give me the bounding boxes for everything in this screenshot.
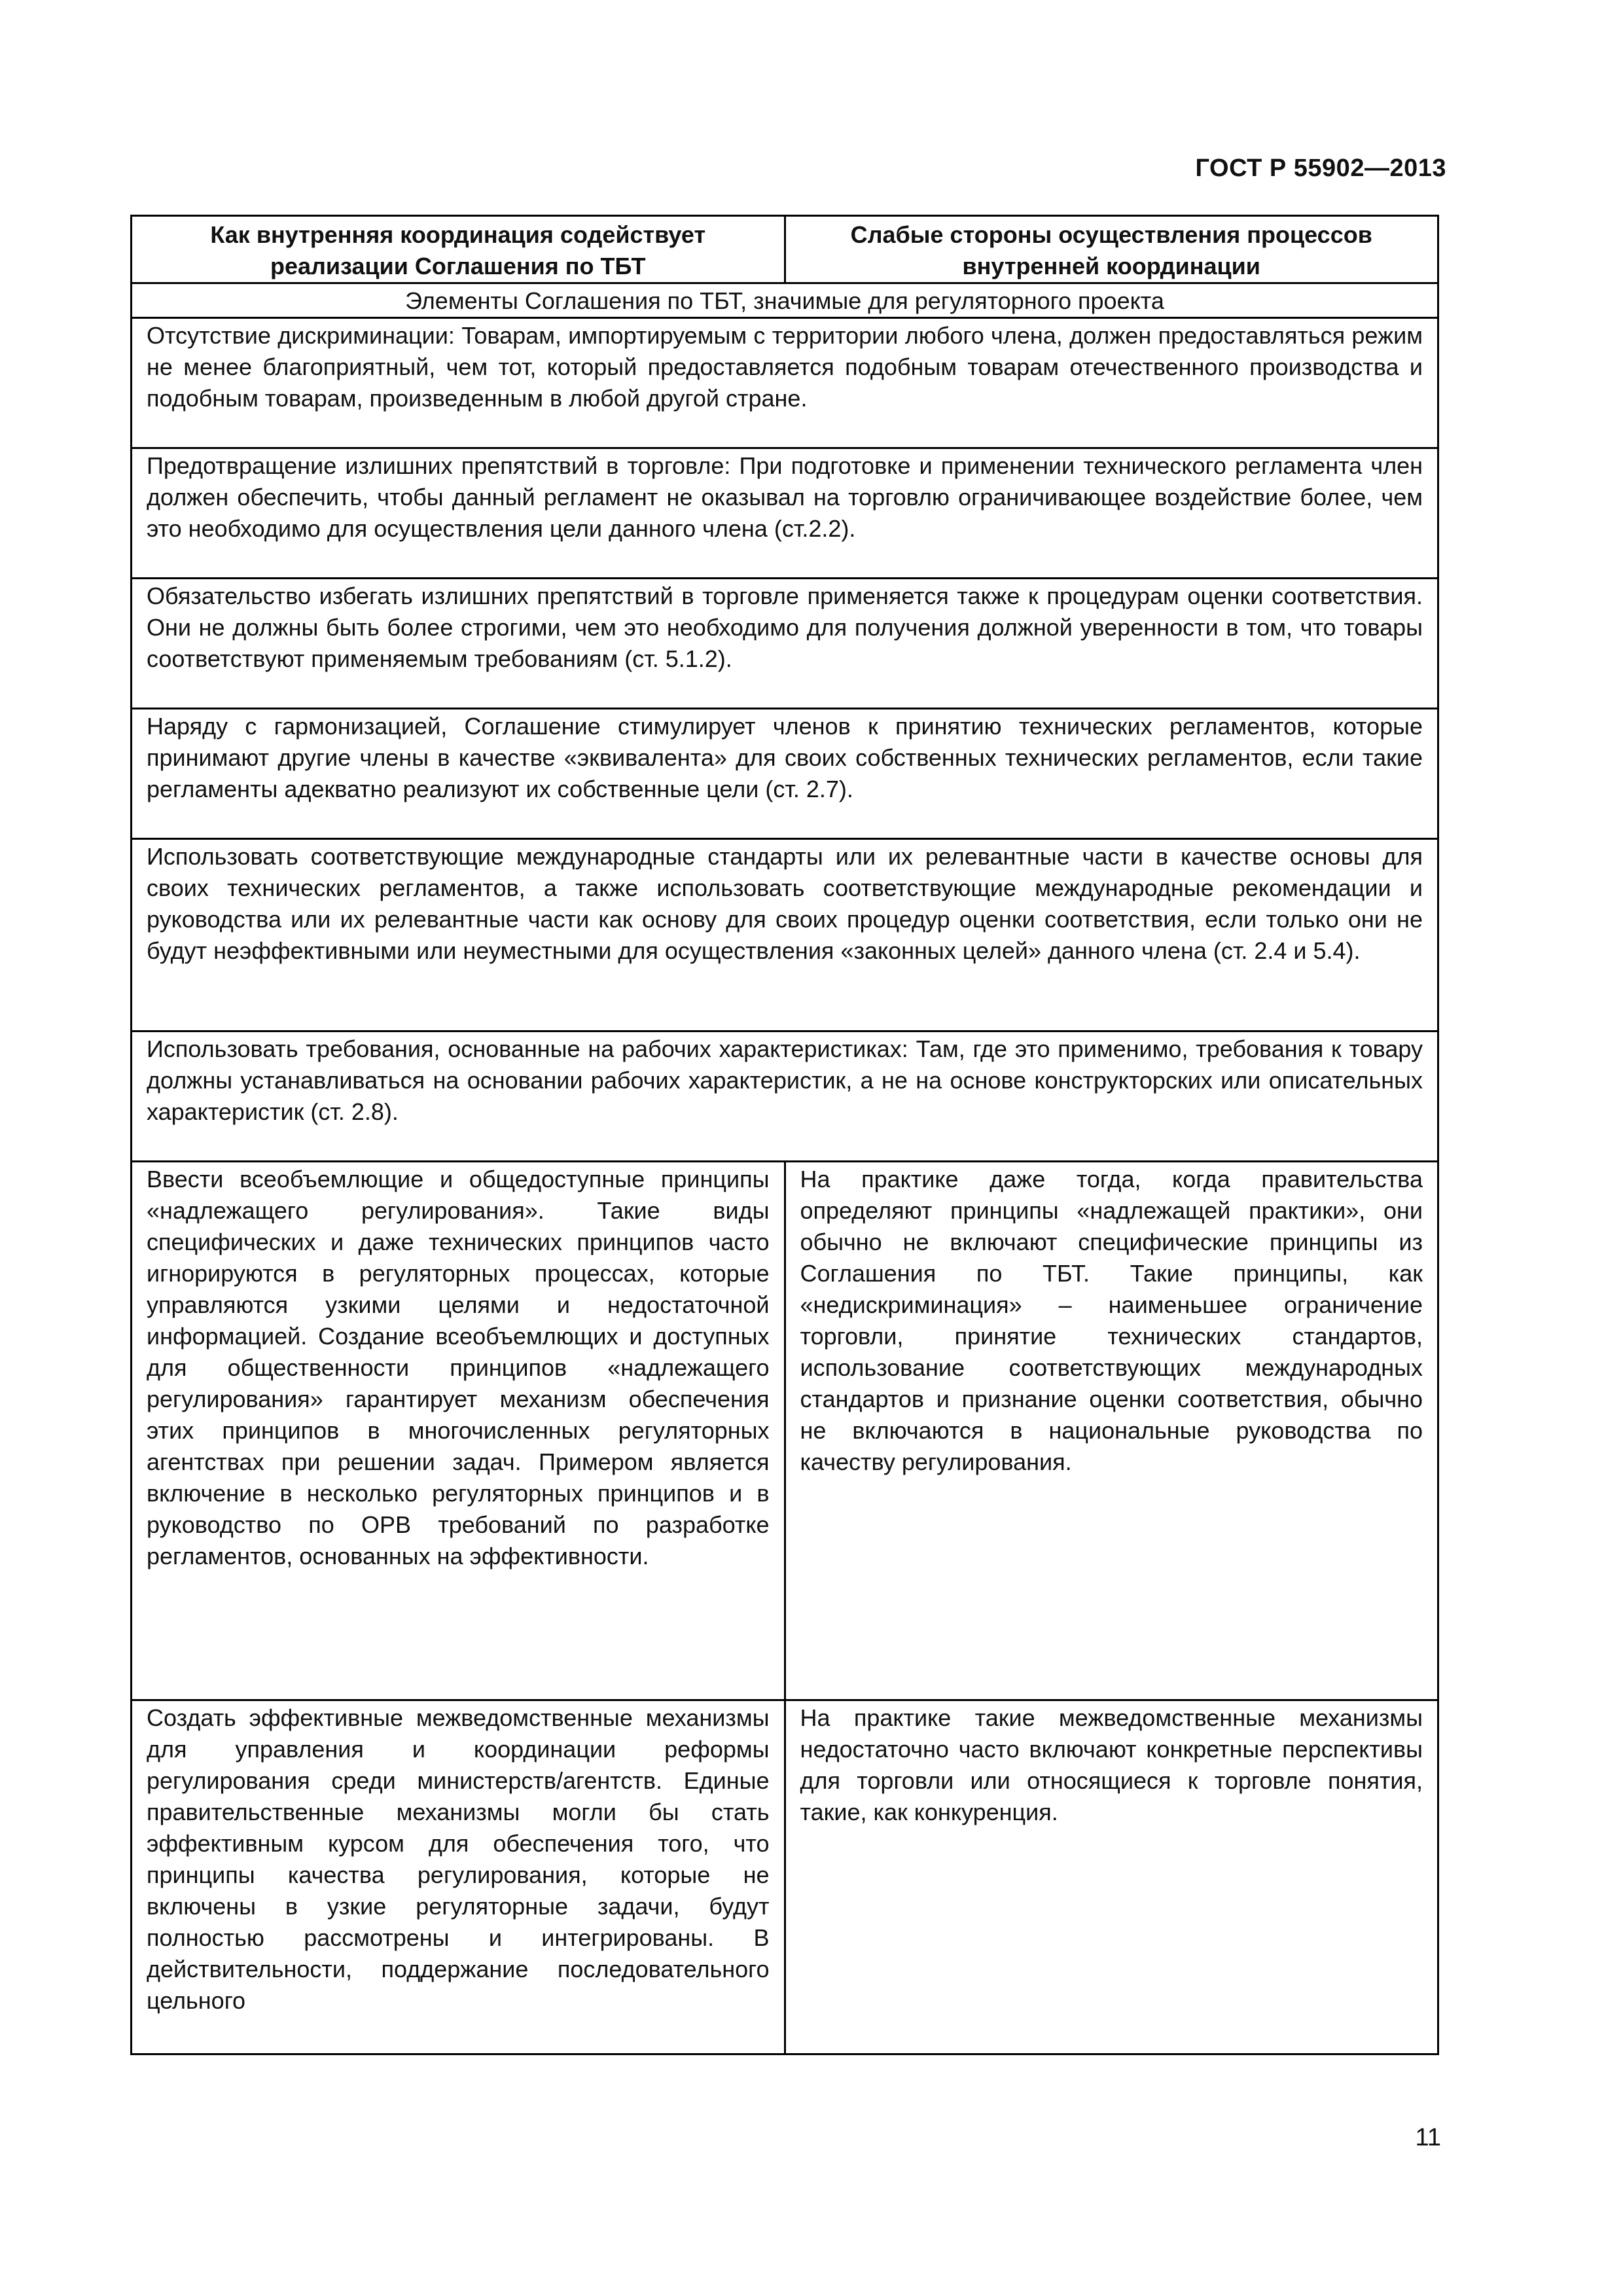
tbt-coordination-table <box>130 215 1439 2055</box>
table-row <box>132 318 1438 448</box>
page-number: 11 <box>1415 2124 1441 2151</box>
column-header-coordination: Как внутренняя координация содействует реализации Соглашения по ТБТ <box>132 216 785 283</box>
table-cell: Обязательство избегать излишних препятствий в торговле применяется также к процедурам оценки соответствия. Они не должны быть более строгими, чем это необходимо для получения должной уверенности в том, что товары соответствуют применяемым требованиям (ст. 5.1.2). <box>132 579 1438 709</box>
table-row <box>132 1700 1438 2054</box>
table-cell: Предотвращение излишних препятствий в торговле: При подготовке и применении технического регламента член должен обеспечить, чтобы данный регламент не оказывал на торговлю ограничивающее воздействие более, чем это необходимо для осуществления цели данного члена (ст.2.2). <box>132 448 1438 579</box>
table-row <box>132 579 1438 709</box>
table-cell: Использовать соответствующие международные стандарты или их релевантные части в качестве основы для своих технических регламентов, а также использовать соответствующие международные рекомендации и руководства или их релевантные части как основу для своих процедур оценки соответствия, если только они не будут неэффективными или неуместными для осуществления «законных целей» данного члена (ст. 2.4 и 5.4). <box>132 839 1438 1031</box>
table-cell-left: Ввести всеобъемлющие и общедоступные принципы «надлежащего регулирования». Такие виды специфических и даже технических принципов часто игнорируются в регуляторных процессах, которые управляются узкими целями и недостаточной информацией. Создание всеобъемлющих и доступных для общественности принципов «надлежащего регулирования» гарантирует механизм обеспечения этих принципов в многочисленных регуляторных агентствах при решении задач. Примером является включение в несколько регуляторных принципов и в руководство по ОРВ требований по разработке регламентов, основанных на эффективности. <box>132 1162 785 1700</box>
table-cell: Отсутствие дискриминации: Товарам, импортируемым с территории любого члена, должен предоставляться режим не менее благоприятный, чем тот, который предоставляется подобным товарам отечественного производства и подобным товарам, произведенным в любой другой стране. <box>132 318 1438 448</box>
table-row <box>132 839 1438 1031</box>
table-header-row <box>132 216 1438 283</box>
table-cell: Использовать требования, основанные на рабочих характеристиках: Там, где это применимо, требования к товару должны устанавливаться на основании рабочих характеристик, а не на основе конструкторских или описательных характеристик (ст. 2.8). <box>132 1031 1438 1162</box>
table-row <box>132 448 1438 579</box>
table-row <box>132 1162 1438 1700</box>
table-cell-left: Создать эффективные межведомственные механизмы для управления и координации реформы регулирования среди министерств/агентств. Единые правительственные механизмы могли бы стать эффективным курсом для обеспечения того, что принципы качества регулирования, которые не включены в узкие регуляторные задачи, будут полностью рассмотрены и интегрированы. В действительности, поддержание последовательного цельного <box>132 1700 785 2054</box>
section-row <box>132 283 1438 318</box>
table-cell-right: На практике такие межведомственные механизмы недостаточно часто включают конкретные перспективы для торговли или относящиеся к торговле понятия, такие, как конкуренция. <box>785 1700 1438 2054</box>
document-code: ГОСТ Р 55902—2013 <box>1195 154 1446 182</box>
table-row <box>132 1031 1438 1162</box>
section-title: Элементы Соглашения по ТБТ, значимые для регуляторного проекта <box>132 283 1438 318</box>
table-cell: Наряду с гармонизацией, Соглашение стимулирует членов к принятию технических регламентов, которые принимают другие члены в качестве «эквивалента» для своих собственных технических регламентов, если такие регламенты адекватно реализуют их собственные цели (ст. 2.7). <box>132 709 1438 839</box>
column-header-weaknesses: Слабые стороны осуществления процессов внутренней координации <box>785 216 1438 283</box>
table-row <box>132 709 1438 839</box>
table-cell-right: На практике даже тогда, когда правительства определяют принципы «надлежащей практики», они обычно не включают специфические принципы из Соглашения по ТБТ. Такие принципы, как «недискриминация» – наименьшее ограничение торговли, принятие технических стандартов, использование соответствующих международных стандартов и признание оценки соответствия, обычно не включаются в национальные руководства по качеству регулирования. <box>785 1162 1438 1700</box>
